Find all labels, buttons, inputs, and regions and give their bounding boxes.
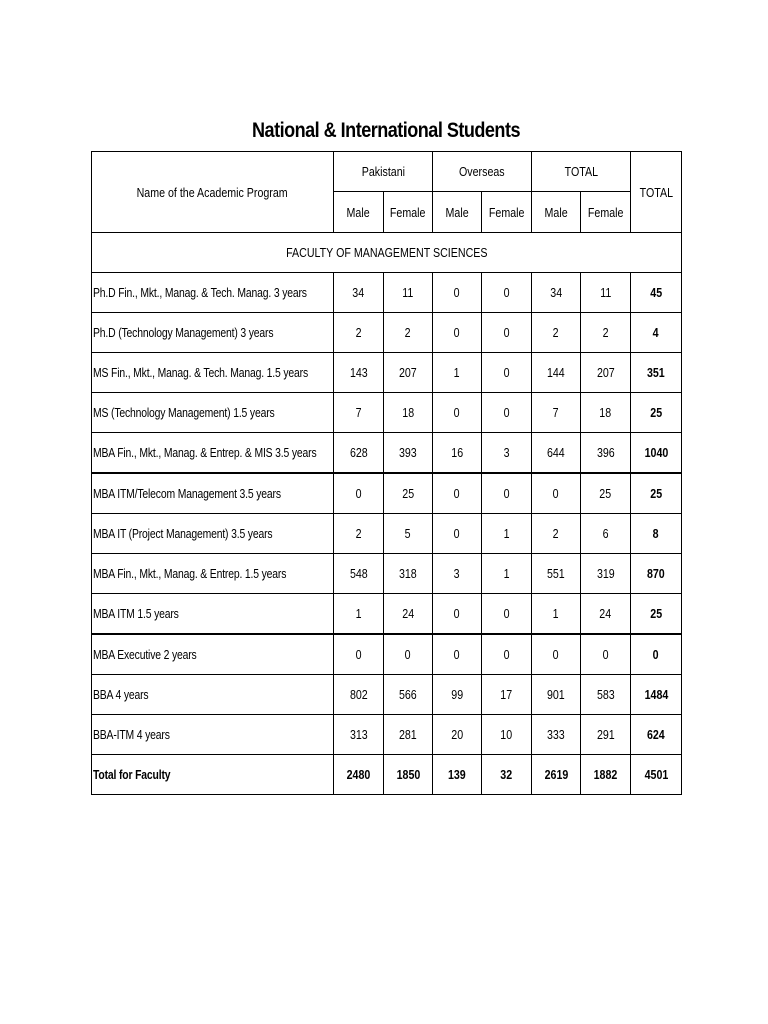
program-name-cell: Ph.D Fin., Mkt., Manag. & Tech. Manag. 3 years: [92, 273, 334, 313]
pakistani-female-cell: 0: [384, 634, 433, 675]
pakistani-female-cell: 281: [384, 715, 433, 755]
pakistani-male-cell: 1: [334, 594, 384, 635]
total-male-cell: 7: [532, 393, 581, 433]
grand-total-cell: 4501: [631, 755, 682, 795]
grand-total-cell: 0: [631, 634, 682, 675]
pakistani-male-cell: 143: [334, 353, 384, 393]
total-female-cell: 6: [581, 514, 631, 554]
total-female-cell: 24: [581, 594, 631, 635]
total-female-cell: 18: [581, 393, 631, 433]
pakistani-male-cell: 0: [334, 634, 384, 675]
grand-total-cell: 1040: [631, 433, 682, 474]
overseas-male-cell: 139: [433, 755, 482, 795]
program-name-cell: MBA ITM/Telecom Management 3.5 years: [92, 473, 334, 514]
pakistani-female-cell: 1850: [384, 755, 433, 795]
total-female-header: Female: [581, 192, 631, 233]
total-group-header: TOTAL: [532, 152, 631, 192]
grand-total-cell: 351: [631, 353, 682, 393]
pakistani-male-cell: 2480: [334, 755, 384, 795]
faculty-total-row: [92, 755, 682, 795]
overseas-female-cell: 0: [482, 594, 532, 635]
total-female-cell: 0: [581, 634, 631, 675]
overseas-female-cell: 0: [482, 473, 532, 514]
table-row: [92, 675, 682, 715]
pakistani-male-cell: 2: [334, 313, 384, 353]
overseas-female-cell: 32: [482, 755, 532, 795]
pakistani-group-header: Pakistani: [334, 152, 433, 192]
overseas-female-cell: 1: [482, 554, 532, 594]
overseas-male-cell: 0: [433, 473, 482, 514]
table-row: [92, 313, 682, 353]
pakistani-female-cell: 2: [384, 313, 433, 353]
overseas-female-cell: 0: [482, 273, 532, 313]
pakistani-female-cell: 5: [384, 514, 433, 554]
program-name-cell: MBA Fin., Mkt., Manag. & Entrep. 1.5 years: [92, 554, 334, 594]
faculty-heading: FACULTY OF MANAGEMENT SCIENCES: [92, 233, 682, 273]
program-name-cell: MBA Fin., Mkt., Manag. & Entrep. & MIS 3.5 years: [92, 433, 334, 474]
overseas-male-cell: 0: [433, 273, 482, 313]
overseas-male-header: Male: [433, 192, 482, 233]
grand-total-cell: 45: [631, 273, 682, 313]
table-row: [92, 433, 682, 474]
total-female-cell: 396: [581, 433, 631, 474]
overseas-male-cell: 0: [433, 514, 482, 554]
overseas-female-cell: 3: [482, 433, 532, 474]
header-row-groups: [92, 152, 682, 192]
program-name-cell: MBA ITM 1.5 years: [92, 594, 334, 635]
overseas-male-cell: 20: [433, 715, 482, 755]
pakistani-male-cell: 2: [334, 514, 384, 554]
table-body: [92, 152, 682, 795]
total-male-cell: 2619: [532, 755, 581, 795]
total-male-cell: 34: [532, 273, 581, 313]
pakistani-female-cell: 25: [384, 473, 433, 514]
total-female-cell: 11: [581, 273, 631, 313]
total-female-cell: 2: [581, 313, 631, 353]
faculty-row: [92, 233, 682, 273]
pakistani-male-cell: 313: [334, 715, 384, 755]
overseas-male-cell: 0: [433, 634, 482, 675]
total-male-cell: 1: [532, 594, 581, 635]
pakistani-female-cell: 24: [384, 594, 433, 635]
grand-total-cell: 624: [631, 715, 682, 755]
pakistani-female-cell: 11: [384, 273, 433, 313]
grand-total-cell: 8: [631, 514, 682, 554]
total-female-cell: 319: [581, 554, 631, 594]
overseas-male-cell: 1: [433, 353, 482, 393]
overseas-female-cell: 10: [482, 715, 532, 755]
program-column-header: Name of the Academic Program: [92, 152, 334, 233]
pakistani-male-cell: 628: [334, 433, 384, 474]
total-male-cell: 2: [532, 514, 581, 554]
total-male-header: Male: [532, 192, 581, 233]
grand-total-column-header: TOTAL: [631, 152, 682, 233]
pakistani-female-cell: 207: [384, 353, 433, 393]
overseas-male-cell: 0: [433, 594, 482, 635]
overseas-male-cell: 16: [433, 433, 482, 474]
total-male-cell: 0: [532, 473, 581, 514]
pakistani-male-header: Male: [334, 192, 384, 233]
total-female-cell: 291: [581, 715, 631, 755]
grand-total-cell: 1484: [631, 675, 682, 715]
total-male-cell: 901: [532, 675, 581, 715]
grand-total-cell: 25: [631, 393, 682, 433]
program-name-cell: MBA Executive 2 years: [92, 634, 334, 675]
table-row: [92, 594, 682, 635]
total-female-cell: 1882: [581, 755, 631, 795]
total-male-cell: 144: [532, 353, 581, 393]
pakistani-male-cell: 0: [334, 473, 384, 514]
students-table: [91, 151, 682, 795]
table-row: [92, 634, 682, 675]
table-row: [92, 353, 682, 393]
program-name-cell: MBA IT (Project Management) 3.5 years: [92, 514, 334, 554]
table-row: [92, 273, 682, 313]
total-female-cell: 25: [581, 473, 631, 514]
overseas-female-cell: 17: [482, 675, 532, 715]
pakistani-female-header: Female: [384, 192, 433, 233]
grand-total-cell: 870: [631, 554, 682, 594]
table-row: [92, 715, 682, 755]
page-title: National & International Students: [252, 119, 520, 142]
pakistani-female-cell: 318: [384, 554, 433, 594]
program-name-cell: BBA 4 years: [92, 675, 334, 715]
pakistani-female-cell: 566: [384, 675, 433, 715]
total-male-cell: 2: [532, 313, 581, 353]
overseas-female-cell: 1: [482, 514, 532, 554]
table-row: [92, 554, 682, 594]
total-female-cell: 207: [581, 353, 631, 393]
overseas-group-header: Overseas: [433, 152, 532, 192]
table-row: [92, 393, 682, 433]
overseas-female-cell: 0: [482, 634, 532, 675]
overseas-female-cell: 0: [482, 393, 532, 433]
overseas-female-header: Female: [482, 192, 532, 233]
program-name-cell: MS (Technology Management) 1.5 years: [92, 393, 334, 433]
total-male-cell: 0: [532, 634, 581, 675]
total-female-cell: 583: [581, 675, 631, 715]
pakistani-male-cell: 548: [334, 554, 384, 594]
program-name-cell: BBA-ITM 4 years: [92, 715, 334, 755]
program-name-cell: Ph.D (Technology Management) 3 years: [92, 313, 334, 353]
table-row: [92, 473, 682, 514]
grand-total-cell: 25: [631, 473, 682, 514]
program-name-cell: MS Fin., Mkt., Manag. & Tech. Manag. 1.5 years: [92, 353, 334, 393]
overseas-male-cell: 3: [433, 554, 482, 594]
overseas-male-cell: 99: [433, 675, 482, 715]
pakistani-female-cell: 18: [384, 393, 433, 433]
overseas-male-cell: 0: [433, 393, 482, 433]
pakistani-male-cell: 34: [334, 273, 384, 313]
overseas-male-cell: 0: [433, 313, 482, 353]
grand-total-cell: 4: [631, 313, 682, 353]
total-male-cell: 333: [532, 715, 581, 755]
grand-total-cell: 25: [631, 594, 682, 635]
overseas-female-cell: 0: [482, 353, 532, 393]
pakistani-female-cell: 393: [384, 433, 433, 474]
overseas-female-cell: 0: [482, 313, 532, 353]
total-male-cell: 644: [532, 433, 581, 474]
program-name-cell: Total for Faculty: [92, 755, 334, 795]
total-male-cell: 551: [532, 554, 581, 594]
pakistani-male-cell: 7: [334, 393, 384, 433]
table-row: [92, 514, 682, 554]
pakistani-male-cell: 802: [334, 675, 384, 715]
